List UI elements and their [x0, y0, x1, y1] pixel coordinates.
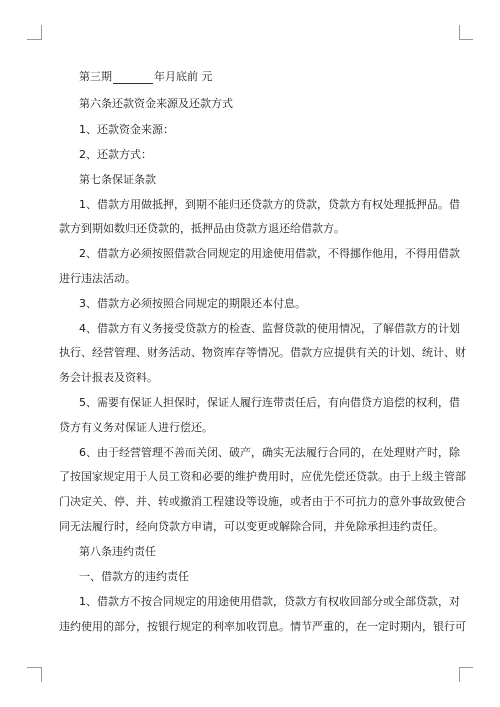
clause-heading: 第八条违约责任 [79, 545, 156, 558]
installment-deadline: 年月底前 元 [154, 70, 213, 83]
document-line: 3、借款方必须按照合同规定的期限还本付息。 [79, 297, 306, 310]
document-line: 违约使用的部分，按银行规定的利率加收罚息。情节严重的，在一定时期内，银行可 [59, 620, 466, 633]
clause-heading: 第六条还款资金来源及还款方式 [79, 97, 233, 110]
document-line: 门决定关、停、并、转或撤消工程建设等设施，或者由于不可抗力的意外事故致使合 [59, 495, 466, 508]
document-line: 1、借款方不按合同规定的用途使用借款，贷款方有权收回部分或全部贷款，对 [79, 595, 460, 608]
document-line: 务会计报表及资料。 [59, 371, 158, 384]
installment-label: 第三期 [79, 70, 112, 83]
fill-blank [113, 83, 153, 84]
document-line: 1、借款方用做抵押，到期不能归还贷款方的贷款，贷款方有权处理抵押品。借 [79, 198, 460, 211]
document-line: 执行、经营管理、财务活动、物资库存等情况。借款方应提供有关的计划、统计、财 [59, 346, 466, 359]
document-line [79, 70, 500, 84]
document-line: 款方到期如数归还贷款的，抵押品由贷款方退还给借款方。 [59, 222, 345, 235]
document-line: 进行违法活动。 [59, 272, 136, 285]
document-line: 一、借款方的违约责任 [79, 570, 189, 583]
clause-heading: 第七条保证条款 [79, 173, 156, 186]
document-line: 了按国家规定用于人员工资和必要的维护费用时，应优先偿还贷款。由于上级主管部 [59, 470, 466, 483]
document-line: 5、需要有保证人担保时，保证人履行连带责任后，有向借贷方追偿的权利，借 [79, 396, 460, 409]
document-line: 同无法履行时，经向贷款方申请，可以变更或解除合同，并免除承担违约责任。 [59, 520, 444, 533]
document-line: 2、借款方必须按照借款合同规定的用途使用借款，不得挪作他用，不得用借款 [79, 247, 460, 260]
document-line: 6、由于经营管理不善而关闭、破产，确实无法履行合同的，在处理财产时，除 [79, 446, 460, 459]
document-line: 4、借款方有义务接受贷款方的检查、监督贷款的使用情况，了解借款方的计划 [79, 322, 460, 335]
document-line: 贷方有义务对保证人进行偿还。 [59, 421, 213, 434]
document-line: 1、还款资金来源： [79, 123, 174, 136]
document-line: 2、还款方式： [79, 148, 152, 161]
